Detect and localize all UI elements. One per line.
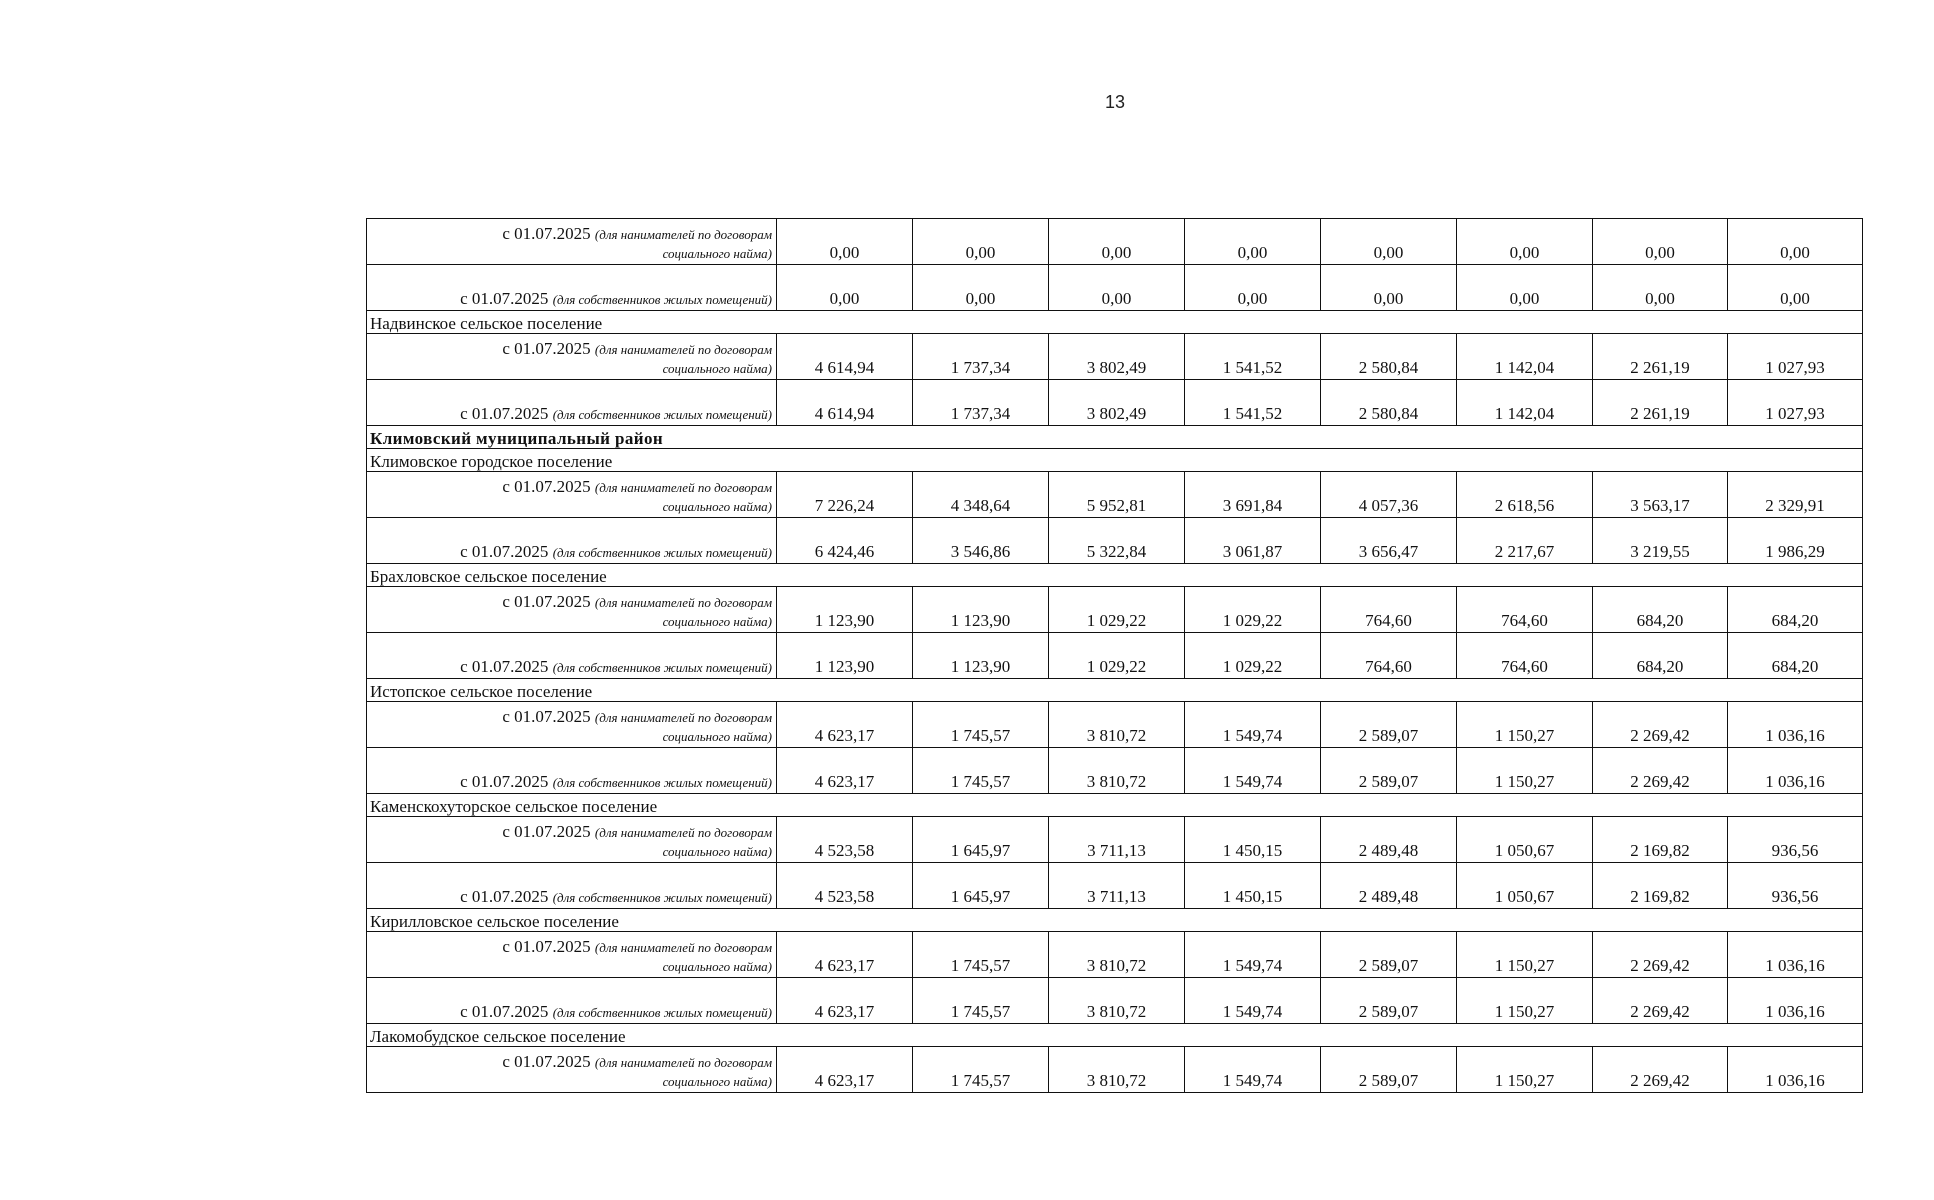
date-prefix: с 01.07.2025 <box>502 592 591 611</box>
tariff-value-cell: 3 061,87 <box>1185 518 1321 564</box>
tariff-value-cell: 4 623,17 <box>777 1047 913 1093</box>
date-prefix: с 01.07.2025 <box>502 477 591 496</box>
tariff-value-cell: 1 450,15 <box>1185 863 1321 909</box>
tariff-value-cell: 0,00 <box>1728 265 1863 311</box>
tariff-value-cell: 3 563,17 <box>1593 472 1728 518</box>
tenant-tariff-row <box>367 472 1863 518</box>
tariff-value-cell: 1 737,34 <box>913 334 1049 380</box>
tariff-value-cell: 1 645,97 <box>913 863 1049 909</box>
tariff-value-cell: 3 219,55 <box>1593 518 1728 564</box>
tariff-value-cell: 1 123,90 <box>777 633 913 679</box>
tariff-value-cell: 5 952,81 <box>1049 472 1185 518</box>
tariff-value-cell: 1 745,57 <box>913 1047 1049 1093</box>
tariff-value-cell: 1 150,27 <box>1457 1047 1593 1093</box>
tariff-value-cell: 1 150,27 <box>1457 748 1593 794</box>
tariff-value-cell: 5 322,84 <box>1049 518 1185 564</box>
tariff-value-cell: 3 810,72 <box>1049 932 1185 978</box>
tariff-value-cell: 0,00 <box>1321 219 1457 265</box>
tariff-value-cell: 1 450,15 <box>1185 817 1321 863</box>
tenant-note-part-1: (для нанимателей по договорам <box>594 710 772 725</box>
table-body <box>367 219 1863 1093</box>
tariff-value-cell: 0,00 <box>1321 265 1457 311</box>
row-label <box>367 380 777 426</box>
tariff-value-cell: 1 123,90 <box>777 587 913 633</box>
date-prefix: с 01.07.2025 <box>460 772 549 791</box>
tariff-value-cell: 0,00 <box>1728 219 1863 265</box>
tariff-value-cell: 1 549,74 <box>1185 1047 1321 1093</box>
settlement-title: Истопское сельское поселение <box>367 679 1863 702</box>
tariff-value-cell: 3 546,86 <box>913 518 1049 564</box>
date-prefix: с 01.07.2025 <box>460 887 549 906</box>
settlement-header-row <box>367 311 1863 334</box>
tenant-tariff-row <box>367 219 1863 265</box>
tariff-value-cell: 0,00 <box>1593 265 1728 311</box>
tariff-value-cell: 1 745,57 <box>913 978 1049 1024</box>
settlement-title: Каменскохуторское сельское поселение <box>367 794 1863 817</box>
tariff-value-cell: 4 523,58 <box>777 817 913 863</box>
date-prefix: с 01.07.2025 <box>460 1002 549 1021</box>
row-label-line-1 <box>371 224 772 244</box>
settlement-header-row <box>367 564 1863 587</box>
tariff-value-cell: 2 489,48 <box>1321 817 1457 863</box>
date-prefix: с 01.07.2025 <box>502 339 591 358</box>
tariff-value-cell: 764,60 <box>1321 587 1457 633</box>
row-label <box>367 817 777 863</box>
row-label-line-1 <box>371 1052 772 1072</box>
tenant-note-part-1: (для нанимателей по договорам <box>594 825 772 840</box>
tariff-value-cell: 1 142,04 <box>1457 380 1593 426</box>
tariff-value-cell: 764,60 <box>1321 633 1457 679</box>
date-prefix: с 01.07.2025 <box>502 1052 591 1071</box>
tenant-note-part-2: социального найма) <box>662 499 772 514</box>
tariff-value-cell: 0,00 <box>1593 219 1728 265</box>
tariff-value-cell: 1 745,57 <box>913 932 1049 978</box>
tariff-value-cell: 2 269,42 <box>1593 1047 1728 1093</box>
tariff-value-cell: 0,00 <box>777 265 913 311</box>
tariff-value-cell: 3 810,72 <box>1049 1047 1185 1093</box>
tenant-tariff-row <box>367 587 1863 633</box>
tariff-value-cell: 2 589,07 <box>1321 978 1457 1024</box>
tenant-note-part-2: социального найма) <box>662 246 772 261</box>
tariff-value-cell: 1 150,27 <box>1457 702 1593 748</box>
tariff-value-cell: 3 810,72 <box>1049 978 1185 1024</box>
date-prefix: с 01.07.2025 <box>502 937 591 956</box>
tariff-value-cell: 1 123,90 <box>913 587 1049 633</box>
tenant-note-part-2: социального найма) <box>662 959 772 974</box>
tariff-value-cell: 2 580,84 <box>1321 334 1457 380</box>
row-label-line-1 <box>371 707 772 727</box>
date-prefix: с 01.07.2025 <box>460 657 549 676</box>
tariff-value-cell: 2 589,07 <box>1321 748 1457 794</box>
row-label <box>367 334 777 380</box>
tariff-value-cell: 2 589,07 <box>1321 1047 1457 1093</box>
tariff-value-cell: 1 029,22 <box>1049 633 1185 679</box>
owner-note: (для собственников жилых помещений) <box>552 660 772 675</box>
tariff-value-cell: 1 123,90 <box>913 633 1049 679</box>
tariff-value-cell: 1 549,74 <box>1185 702 1321 748</box>
date-prefix: с 01.07.2025 <box>502 822 591 841</box>
tariff-value-cell: 1 541,52 <box>1185 334 1321 380</box>
tariff-value-cell: 1 549,74 <box>1185 978 1321 1024</box>
owner-tariff-row <box>367 633 1863 679</box>
tenant-note-part-1: (для нанимателей по договорам <box>594 940 772 955</box>
tariff-value-cell: 0,00 <box>1049 265 1185 311</box>
tariff-value-cell: 684,20 <box>1593 633 1728 679</box>
tariff-value-cell: 4 623,17 <box>777 702 913 748</box>
owner-tariff-row <box>367 380 1863 426</box>
tariff-value-cell: 3 711,13 <box>1049 863 1185 909</box>
tenant-note-part-1: (для нанимателей по договорам <box>594 595 772 610</box>
tenant-tariff-row <box>367 932 1863 978</box>
tariff-value-cell: 4 348,64 <box>913 472 1049 518</box>
owner-tariff-row <box>367 265 1863 311</box>
row-label <box>367 472 777 518</box>
tariff-value-cell: 684,20 <box>1728 587 1863 633</box>
tariff-value-cell: 4 614,94 <box>777 334 913 380</box>
settlement-header-row <box>367 679 1863 702</box>
tariff-value-cell: 2 589,07 <box>1321 702 1457 748</box>
row-label <box>367 702 777 748</box>
tenant-note-part-2: социального найма) <box>662 844 772 859</box>
tariff-value-cell: 3 802,49 <box>1049 380 1185 426</box>
row-label <box>367 932 777 978</box>
tariff-value-cell: 0,00 <box>777 219 913 265</box>
date-prefix: с 01.07.2025 <box>502 224 591 243</box>
tenant-tariff-row <box>367 702 1863 748</box>
row-label-line-1 <box>371 477 772 497</box>
tariff-value-cell: 1 036,16 <box>1728 748 1863 794</box>
tariff-value-cell: 1 745,57 <box>913 702 1049 748</box>
settlement-header-row <box>367 909 1863 932</box>
tariff-value-cell: 1 645,97 <box>913 817 1049 863</box>
tenant-note-part-2: социального найма) <box>662 614 772 629</box>
row-label-line-1 <box>371 937 772 957</box>
tariff-value-cell: 1 036,16 <box>1728 932 1863 978</box>
tariff-value-cell: 2 589,07 <box>1321 932 1457 978</box>
tariff-value-cell: 4 523,58 <box>777 863 913 909</box>
tariff-value-cell: 0,00 <box>1185 219 1321 265</box>
tariff-table <box>366 218 1863 1093</box>
owner-note: (для собственников жилых помещений) <box>552 545 772 560</box>
tariff-value-cell: 2 169,82 <box>1593 863 1728 909</box>
tenant-note-part-1: (для нанимателей по договорам <box>594 227 772 242</box>
tariff-value-cell: 3 802,49 <box>1049 334 1185 380</box>
tariff-value-cell: 1 027,93 <box>1728 380 1863 426</box>
settlement-title: Климовское городское поселение <box>367 449 1863 472</box>
tariff-value-cell: 1 541,52 <box>1185 380 1321 426</box>
owner-tariff-row <box>367 978 1863 1024</box>
tariff-value-cell: 0,00 <box>1185 265 1321 311</box>
district-title: Климовский муниципальный район <box>367 426 1863 449</box>
row-label-line-1 <box>371 592 772 612</box>
tariff-value-cell: 2 269,42 <box>1593 978 1728 1024</box>
row-label <box>367 748 777 794</box>
tariff-value-cell: 4 623,17 <box>777 978 913 1024</box>
tenant-note-part-1: (для нанимателей по договорам <box>594 1055 772 1070</box>
settlement-header-row <box>367 449 1863 472</box>
settlement-title: Надвинское сельское поселение <box>367 311 1863 334</box>
tariff-value-cell: 684,20 <box>1728 633 1863 679</box>
row-label-line-1 <box>371 339 772 359</box>
tariff-value-cell: 1 029,22 <box>1049 587 1185 633</box>
tariff-value-cell: 1 027,93 <box>1728 334 1863 380</box>
tenant-note-part-2: социального найма) <box>662 1074 772 1089</box>
tariff-value-cell: 1 050,67 <box>1457 863 1593 909</box>
tariff-value-cell: 3 691,84 <box>1185 472 1321 518</box>
tariff-value-cell: 1 029,22 <box>1185 587 1321 633</box>
owner-tariff-row <box>367 518 1863 564</box>
tariff-value-cell: 4 623,17 <box>777 748 913 794</box>
tariff-value-cell: 1 142,04 <box>1457 334 1593 380</box>
tariff-value-cell: 2 269,42 <box>1593 702 1728 748</box>
row-label <box>367 863 777 909</box>
owner-note: (для собственников жилых помещений) <box>552 292 772 307</box>
tenant-note-part-2: социального найма) <box>662 361 772 376</box>
tenant-tariff-row <box>367 817 1863 863</box>
tariff-value-cell: 0,00 <box>913 265 1049 311</box>
owner-tariff-row <box>367 863 1863 909</box>
row-label <box>367 978 777 1024</box>
tariff-value-cell: 1 050,67 <box>1457 817 1593 863</box>
settlement-title: Брахловское сельское поселение <box>367 564 1863 587</box>
date-prefix: с 01.07.2025 <box>460 289 549 308</box>
page-number: 13 <box>1105 92 1126 112</box>
tariff-value-cell: 1 549,74 <box>1185 748 1321 794</box>
tariff-value-cell: 1 150,27 <box>1457 978 1593 1024</box>
owner-note: (для собственников жилых помещений) <box>552 407 772 422</box>
settlement-title: Лакомобудское сельское поселение <box>367 1024 1863 1047</box>
tariff-value-cell: 3 810,72 <box>1049 748 1185 794</box>
tariff-value-cell: 4 614,94 <box>777 380 913 426</box>
tariff-value-cell: 0,00 <box>913 219 1049 265</box>
tariff-value-cell: 2 489,48 <box>1321 863 1457 909</box>
tariff-value-cell: 6 424,46 <box>777 518 913 564</box>
tariff-value-cell: 1 036,16 <box>1728 1047 1863 1093</box>
tariff-value-cell: 0,00 <box>1457 265 1593 311</box>
tariff-value-cell: 0,00 <box>1049 219 1185 265</box>
tariff-value-cell: 936,56 <box>1728 817 1863 863</box>
tariff-value-cell: 1 745,57 <box>913 748 1049 794</box>
date-prefix: с 01.07.2025 <box>460 542 549 561</box>
date-prefix: с 01.07.2025 <box>502 707 591 726</box>
tariff-value-cell: 4 057,36 <box>1321 472 1457 518</box>
tariff-value-cell: 1 737,34 <box>913 380 1049 426</box>
settlement-title: Кирилловское сельское поселение <box>367 909 1863 932</box>
tariff-value-cell: 2 329,91 <box>1728 472 1863 518</box>
tariff-value-cell: 3 810,72 <box>1049 702 1185 748</box>
tariff-value-cell: 1 986,29 <box>1728 518 1863 564</box>
owner-tariff-row <box>367 748 1863 794</box>
row-label-line-1 <box>371 822 772 842</box>
tariff-value-cell: 2 618,56 <box>1457 472 1593 518</box>
tariff-value-cell: 684,20 <box>1593 587 1728 633</box>
tariff-value-cell: 2 269,42 <box>1593 932 1728 978</box>
tariff-value-cell: 2 217,67 <box>1457 518 1593 564</box>
tariff-value-cell: 3 711,13 <box>1049 817 1185 863</box>
settlement-header-row <box>367 1024 1863 1047</box>
row-label <box>367 219 777 265</box>
settlement-header-row <box>367 794 1863 817</box>
tariff-value-cell: 3 656,47 <box>1321 518 1457 564</box>
tariff-value-cell: 7 226,24 <box>777 472 913 518</box>
owner-note: (для собственников жилых помещений) <box>552 890 772 905</box>
tariff-value-cell: 936,56 <box>1728 863 1863 909</box>
tariff-value-cell: 2 269,42 <box>1593 748 1728 794</box>
tariff-value-cell: 1 036,16 <box>1728 978 1863 1024</box>
row-label <box>367 587 777 633</box>
district-header-row <box>367 426 1863 449</box>
tariff-value-cell: 2 169,82 <box>1593 817 1728 863</box>
tariff-value-cell: 2 580,84 <box>1321 380 1457 426</box>
tariff-value-cell: 2 261,19 <box>1593 380 1728 426</box>
tariff-value-cell: 0,00 <box>1457 219 1593 265</box>
tariff-value-cell: 764,60 <box>1457 587 1593 633</box>
tenant-tariff-row <box>367 1047 1863 1093</box>
tenant-note-part-1: (для нанимателей по договорам <box>594 480 772 495</box>
row-label <box>367 633 777 679</box>
tenant-note-part-1: (для нанимателей по договорам <box>594 342 772 357</box>
tariff-value-cell: 764,60 <box>1457 633 1593 679</box>
date-prefix: с 01.07.2025 <box>460 404 549 423</box>
tariff-value-cell: 2 261,19 <box>1593 334 1728 380</box>
tariff-value-cell: 1 036,16 <box>1728 702 1863 748</box>
row-label <box>367 1047 777 1093</box>
tenant-tariff-row <box>367 334 1863 380</box>
tariff-value-cell: 1 029,22 <box>1185 633 1321 679</box>
row-label <box>367 518 777 564</box>
tariff-value-cell: 1 150,27 <box>1457 932 1593 978</box>
tariff-value-cell: 1 549,74 <box>1185 932 1321 978</box>
row-label <box>367 265 777 311</box>
owner-note: (для собственников жилых помещений) <box>552 775 772 790</box>
tariff-value-cell: 4 623,17 <box>777 932 913 978</box>
owner-note: (для собственников жилых помещений) <box>552 1005 772 1020</box>
tenant-note-part-2: социального найма) <box>662 729 772 744</box>
